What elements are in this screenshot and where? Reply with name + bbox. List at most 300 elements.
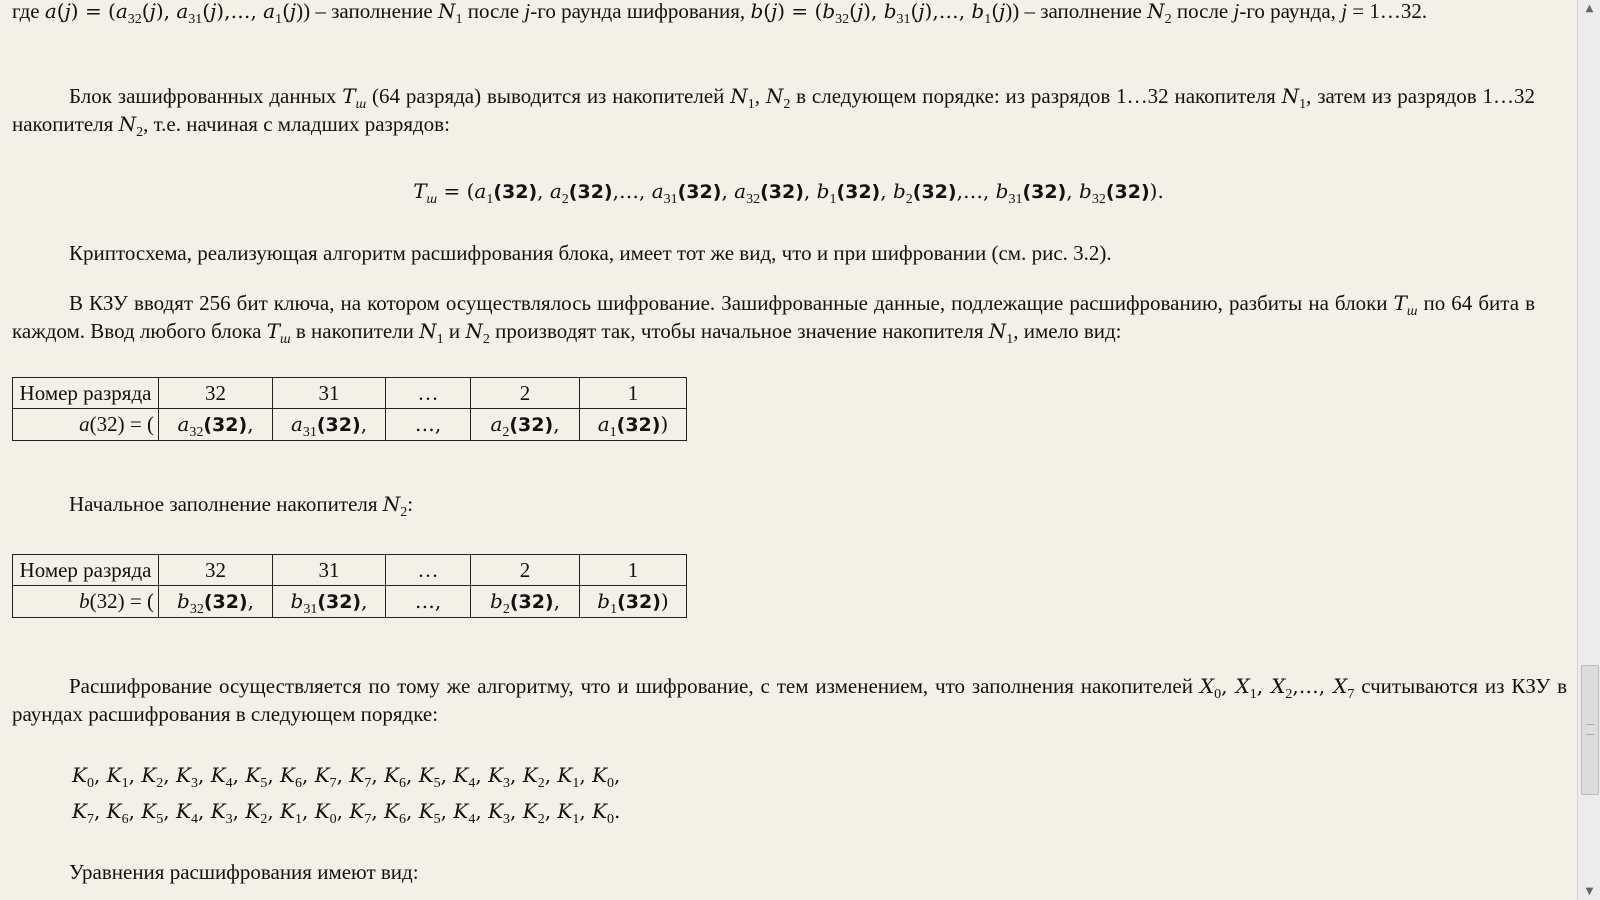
table-n1-initial — [12, 377, 687, 441]
key-symbol: K — [314, 763, 330, 787]
text: где — [12, 0, 45, 23]
math-sub: 31 — [896, 12, 911, 27]
scroll-down-arrow-icon[interactable]: ▼ — [1585, 886, 1594, 897]
table-header-label: Номер разряда — [13, 555, 159, 586]
text: (32) = ( — [89, 412, 154, 436]
key-symbol: K — [141, 763, 157, 787]
math-bold: (32) — [509, 414, 554, 436]
math-sym: , — [553, 412, 560, 436]
key-index: 0 — [86, 776, 94, 791]
key-separator: , — [336, 763, 350, 787]
math-var: j — [289, 0, 297, 23]
math-sub: 1 — [455, 12, 463, 27]
math-var: j — [1341, 0, 1348, 23]
text: )) – заполнение — [1005, 0, 1148, 23]
math-sub: ш — [355, 97, 367, 112]
key-symbol: K — [106, 799, 122, 823]
key-index: 5 — [433, 812, 441, 827]
math-sym: ) = ( — [777, 0, 823, 23]
math-sub: 1 — [275, 12, 283, 27]
math-var: j — [64, 0, 71, 23]
math-bold: (32) — [203, 414, 248, 436]
math-sub: ш — [280, 332, 291, 347]
math-var: N — [382, 492, 401, 516]
table-col-header: … — [386, 378, 471, 409]
math-sym: ,…, — [1292, 674, 1334, 698]
math-sub: 1 — [984, 12, 992, 27]
math-var: a — [651, 179, 664, 203]
math-sub: 2 — [783, 97, 791, 112]
math-var: b — [883, 0, 897, 23]
math-var: a — [290, 412, 303, 436]
math-sub: 1 — [747, 97, 755, 112]
math-sym: , — [537, 179, 550, 203]
key-symbol: K — [592, 763, 608, 787]
math-sym: , — [247, 412, 254, 436]
key-symbol: K — [280, 763, 295, 787]
text: и — [443, 319, 466, 343]
math-bold: (32) — [1022, 181, 1067, 203]
math-var: j — [856, 0, 864, 23]
table-col-header: 31 — [273, 378, 386, 409]
key-index: 4 — [468, 776, 476, 791]
math-bold: (32) — [316, 414, 361, 436]
key-separator: , — [510, 799, 523, 823]
key-symbol: K — [418, 763, 434, 787]
math-var: b — [971, 0, 985, 23]
math-sym: ) — [660, 412, 669, 436]
math-var: b — [490, 589, 503, 613]
key-separator: , — [163, 799, 177, 823]
key-symbol: K — [176, 799, 191, 823]
table-col-header: 1 — [580, 378, 687, 409]
math-sub: 31 — [303, 602, 318, 617]
table-col-header: 31 — [273, 555, 386, 586]
key-separator: , — [440, 799, 454, 823]
table-cell — [386, 409, 471, 441]
text: Расшифрование осуществляется по тому же алгоритму, что и шифрование, с тем изменением, что заполнения накопителей — [69, 674, 1200, 698]
math-bold: (32) — [509, 591, 554, 613]
key-separator: , — [440, 763, 454, 787]
math-var: b — [995, 179, 1009, 203]
math-sub: 32 — [189, 602, 204, 617]
math-var: X — [1199, 674, 1215, 698]
key-index: 3 — [190, 776, 198, 791]
math-sym: ),…, — [924, 0, 972, 23]
math-var: b — [750, 0, 764, 23]
math-var: X — [1333, 674, 1348, 698]
math-sym: , — [1221, 674, 1236, 698]
math-sym: ( — [141, 0, 150, 23]
math-sym: , — [247, 589, 254, 613]
math-var: X — [1271, 674, 1286, 698]
math-var: a — [177, 412, 190, 436]
math-bold: (32) — [760, 181, 804, 203]
math-var: T — [342, 84, 356, 108]
key-separator: , — [544, 799, 558, 823]
math-var: N — [730, 84, 748, 108]
key-separator: , — [579, 763, 593, 787]
math-sub: 2 — [502, 602, 510, 617]
key-index: 1 — [294, 812, 302, 827]
math-var: N — [419, 319, 437, 343]
table-cell — [471, 409, 580, 441]
key-index: 6 — [399, 776, 406, 791]
key-separator: , — [197, 799, 211, 823]
math-sym: , — [803, 179, 817, 203]
text: , т.е. начиная с младших разрядов: — [143, 112, 450, 136]
key-index: 0 — [607, 812, 615, 827]
key-separator: , — [544, 763, 558, 787]
math-bold: (32) — [493, 181, 538, 203]
math-sym: ). — [1149, 179, 1164, 203]
key-symbol: K — [522, 763, 538, 787]
math-var: b — [79, 589, 90, 613]
key-index: 2 — [537, 776, 545, 791]
table-row-label — [13, 409, 159, 441]
key-separator: , — [128, 763, 142, 787]
key-symbol: K — [453, 799, 469, 823]
key-separator: , — [406, 799, 419, 823]
key-separator: , — [267, 763, 281, 787]
key-index: 0 — [329, 812, 337, 827]
key-index: 5 — [433, 776, 441, 791]
text: в накопители — [290, 319, 420, 343]
math-sub: 2 — [905, 192, 913, 207]
text: , — [754, 84, 766, 108]
math-bold: (32) — [617, 591, 661, 613]
key-symbol: K — [557, 763, 573, 787]
key-separator: , — [614, 763, 621, 787]
table-header-label: Номер разряда — [13, 378, 159, 409]
math-sym: , — [1066, 179, 1080, 203]
key-index: 6 — [121, 812, 129, 827]
text: Начальное заполнение накопителя — [69, 492, 383, 516]
text: после — [462, 0, 525, 23]
math-bold: (32) — [836, 181, 881, 203]
math-sub: 1 — [829, 192, 837, 207]
math-var: T — [1393, 291, 1407, 315]
math-sub: 1 — [1006, 332, 1014, 347]
key-separator: , — [128, 799, 142, 823]
math-var: N — [1147, 0, 1165, 23]
table-col-header: 1 — [580, 555, 687, 586]
math-var: a — [474, 179, 487, 203]
text: Блок зашифрованных данных — [69, 84, 343, 108]
math-var: b — [816, 179, 830, 203]
math-sym: , — [361, 589, 368, 613]
math-sub: 32 — [189, 425, 204, 440]
paragraph-equations-intro — [12, 858, 1565, 886]
math-sub: 31 — [663, 192, 678, 207]
math-sub: 32 — [127, 12, 142, 27]
text: , затем из разрядов 1…32 накопителя — [12, 84, 1535, 136]
math-sub: 31 — [1008, 192, 1023, 207]
key-symbol: K — [176, 763, 191, 787]
math-sym: ) = ( — [70, 0, 116, 23]
text: В КЗУ вводят 256 бит ключа, на котором осуществлялось шифрование. Зашифрованные данные, подлежащие расшифрованию, разбиты на блоки — [69, 291, 1394, 315]
table-cell — [273, 409, 386, 441]
key-symbol: K — [349, 799, 365, 823]
text: -го раунда шифрования, — [530, 0, 751, 23]
math-sym: , — [1256, 674, 1272, 698]
math-bold: (32) — [677, 181, 722, 203]
math-sub: 2 — [400, 505, 408, 520]
math-var: a — [263, 0, 276, 23]
paragraph-key-input — [12, 289, 1535, 345]
key-separator: , — [197, 763, 211, 787]
math-sym: ( — [56, 0, 65, 23]
math-sym: ,…, — [612, 179, 652, 203]
text: : — [407, 492, 414, 516]
key-separator: , — [163, 763, 177, 787]
math-var: a — [734, 179, 747, 203]
paragraph-fill-definition — [12, 0, 1535, 25]
math-bold: (32) — [568, 181, 613, 203]
key-sequence-line-2 — [72, 793, 620, 829]
math-var: a — [490, 412, 503, 436]
key-index: 4 — [190, 812, 198, 827]
key-separator: , — [93, 799, 107, 823]
math-sub: 0 — [1214, 687, 1222, 702]
text: после — [1171, 0, 1234, 23]
key-index: 6 — [294, 776, 302, 791]
key-symbol: K — [488, 799, 504, 823]
paragraph-output-block — [12, 82, 1535, 138]
math-var: a — [176, 0, 189, 23]
key-symbol: K — [557, 799, 573, 823]
math-bold: (32) — [317, 591, 362, 613]
math-var: b — [822, 0, 836, 23]
math-sym: , — [880, 179, 893, 203]
math-sub: 2 — [561, 192, 569, 207]
math-var: j — [918, 0, 925, 23]
math-sub: 31 — [302, 425, 317, 440]
equation-output-block — [12, 177, 1565, 206]
key-separator: , — [232, 763, 246, 787]
key-index: 0 — [607, 776, 615, 791]
key-sequence-line-1 — [72, 757, 620, 793]
math-sub: ш — [426, 192, 438, 207]
key-symbol: K — [453, 763, 469, 787]
text: )) – заполнение — [296, 0, 438, 23]
math-var: b — [597, 589, 611, 613]
text: считываются из КЗУ в раундах расшифрования в следующем порядке: — [12, 674, 1568, 726]
key-index: 1 — [572, 776, 580, 791]
math-sub: 2 — [136, 125, 144, 140]
key-index: 7 — [364, 812, 372, 827]
paragraph-n2-initial — [12, 490, 1565, 518]
key-symbol: K — [106, 763, 122, 787]
table-col-header: … — [386, 555, 471, 586]
math-sym: ( — [910, 0, 919, 23]
text: , имело вид: — [1013, 319, 1122, 343]
math-sym: …, — [414, 589, 442, 613]
math-sub: 32 — [835, 12, 850, 27]
table-row — [13, 409, 687, 441]
math-var: N — [118, 112, 137, 136]
math-sub: ш — [1406, 304, 1418, 319]
table-n2-initial — [12, 554, 687, 618]
key-index: 2 — [537, 812, 545, 827]
table-cell — [386, 586, 471, 618]
math-sym: ( — [202, 0, 211, 23]
key-separator: , — [475, 763, 489, 787]
vertical-scrollbar[interactable] — [1577, 0, 1600, 900]
text: Уравнения расшифрования имеют вид: — [69, 860, 419, 884]
key-index: 3 — [225, 812, 233, 827]
math-var: X — [1235, 674, 1250, 698]
key-symbol: K — [72, 799, 87, 823]
math-var: j — [771, 0, 778, 23]
key-index: 2 — [156, 776, 164, 791]
key-separator: , — [336, 799, 350, 823]
math-sub: 32 — [746, 192, 761, 207]
math-var: a — [597, 412, 610, 436]
math-sub: 1 — [1299, 97, 1307, 112]
key-symbol: K — [141, 799, 157, 823]
math-sub: 2 — [502, 425, 510, 440]
math-var: j — [1233, 0, 1240, 23]
math-sym: ), — [155, 0, 177, 23]
key-index: 6 — [399, 812, 406, 827]
table-cell — [159, 409, 273, 441]
scroll-up-arrow-icon[interactable]: ▲ — [1585, 3, 1594, 14]
paragraph-decryption-order — [12, 672, 1567, 728]
math-bold: (32) — [203, 591, 248, 613]
math-sym: ( — [763, 0, 772, 23]
key-symbol: K — [210, 799, 226, 823]
text: = 1…32. — [1347, 0, 1428, 23]
key-separator: , — [301, 799, 315, 823]
table-cell — [580, 409, 687, 441]
text: (64 разряда) выводится из накопителей — [366, 84, 731, 108]
key-index: 1 — [121, 776, 129, 791]
key-symbol: K — [592, 799, 608, 823]
table-row — [13, 586, 687, 618]
key-index: 5 — [156, 812, 164, 827]
key-index: 1 — [572, 812, 580, 827]
math-sym: ,…, — [956, 179, 996, 203]
math-sym: , — [721, 179, 735, 203]
key-index: 7 — [364, 776, 372, 791]
math-var: N — [988, 319, 1007, 343]
math-var: a — [44, 0, 57, 23]
table-header-row — [13, 555, 687, 586]
key-separator: , — [510, 763, 523, 787]
key-symbol: K — [349, 763, 365, 787]
math-var: j — [524, 0, 531, 23]
table-cell — [159, 586, 273, 618]
key-sequence — [72, 757, 620, 829]
math-var: a — [115, 0, 128, 23]
math-bold: (32) — [616, 414, 661, 436]
math-sub: 1 — [610, 602, 618, 617]
key-separator: . — [614, 799, 621, 823]
key-separator: , — [301, 763, 315, 787]
key-index: 4 — [468, 812, 476, 827]
key-separator: , — [579, 799, 593, 823]
math-var: a — [549, 179, 562, 203]
math-var: b — [892, 179, 906, 203]
math-sub: 32 — [1091, 192, 1106, 207]
grip-icon — [1586, 724, 1594, 735]
key-separator: , — [406, 763, 419, 787]
math-sub: 2 — [1285, 687, 1293, 702]
key-separator: , — [371, 799, 385, 823]
math-var: j — [149, 0, 156, 23]
key-separator: , — [371, 763, 385, 787]
table-cell — [580, 586, 687, 618]
math-sub: 1 — [486, 192, 494, 207]
table-col-header: 32 — [159, 555, 273, 586]
math-sym: ( — [991, 0, 1000, 23]
key-symbol: K — [488, 763, 504, 787]
key-index: 7 — [329, 776, 337, 791]
math-var: T — [413, 179, 427, 203]
key-index: 4 — [225, 776, 233, 791]
key-index: 3 — [503, 812, 511, 827]
math-var: j — [999, 0, 1006, 23]
math-var: j — [210, 0, 217, 23]
table-row-label — [13, 586, 159, 618]
math-sym: ),…, — [216, 0, 264, 23]
scroll-thumb[interactable] — [1581, 665, 1599, 795]
math-var: a — [79, 412, 90, 436]
math-sym: ), — [863, 0, 884, 23]
text: Криптосхема, реализующая алгоритм расшифрования блока, имеет тот же вид, что и при шифровании (см. рис. 3.2). — [69, 241, 1112, 265]
key-symbol: K — [384, 763, 399, 787]
key-symbol: K — [245, 799, 261, 823]
key-symbol: K — [314, 799, 330, 823]
math-sub: 2 — [482, 332, 490, 347]
table-cell — [273, 586, 386, 618]
math-bold: (32) — [1105, 181, 1150, 203]
math-sym: , — [360, 412, 368, 436]
table-col-header: 2 — [471, 378, 580, 409]
table-header-row — [13, 378, 687, 409]
key-separator: , — [475, 799, 489, 823]
math-sym: ( — [849, 0, 857, 23]
math-var: N — [765, 84, 784, 108]
paragraph-cryptoscheme — [12, 239, 1565, 267]
math-sym: , — [553, 589, 560, 613]
math-sub: 2 — [1164, 12, 1172, 27]
key-separator: , — [232, 799, 246, 823]
key-symbol: K — [418, 799, 434, 823]
key-separator: , — [93, 763, 107, 787]
math-sym: = ( — [437, 179, 475, 203]
text: в следующем порядке: из разрядов 1…32 накопителя — [790, 84, 1282, 108]
text: по 64 бита в каждом. Ввод любого блока — [12, 291, 1535, 343]
key-index: 7 — [86, 812, 94, 827]
text: -го раунда, — [1239, 0, 1342, 23]
key-symbol: K — [280, 799, 295, 823]
table-col-header: 2 — [471, 555, 580, 586]
key-symbol: K — [522, 799, 538, 823]
text: (32) = ( — [89, 589, 154, 613]
math-sub: 1 — [1249, 687, 1257, 702]
math-var: N — [1281, 84, 1300, 108]
math-var: b — [177, 589, 190, 613]
math-var: b — [290, 589, 304, 613]
math-var: T — [266, 319, 281, 343]
math-sub: 1 — [609, 425, 617, 440]
key-index: 3 — [503, 776, 511, 791]
math-sym: ( — [282, 0, 290, 23]
math-sym: …, — [414, 412, 442, 436]
key-separator: , — [267, 799, 281, 823]
